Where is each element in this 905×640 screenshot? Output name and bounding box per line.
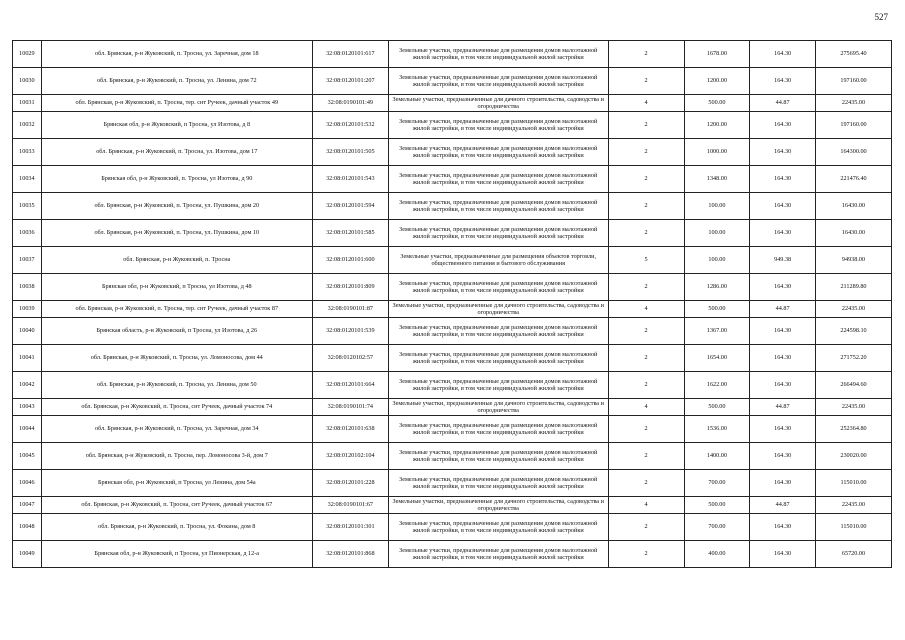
cell-record-id: 10047 <box>13 497 42 514</box>
table-row <box>13 193 892 220</box>
cell-area: 400.00 <box>684 541 750 568</box>
cell-cadastral-value: 221476.40 <box>815 166 891 193</box>
cell-specific-value: 164.30 <box>750 470 816 497</box>
cell-area: 100.00 <box>684 193 750 220</box>
table-row <box>13 247 892 274</box>
cell-address: Брянская обл, р-н Жуковский, п. Тросна, ул Изотова, д 90 <box>41 166 312 193</box>
cell-address: Брянская обл, р-н Жуковский, п Тросна, ул Изотова, д 8 <box>41 112 312 139</box>
cell-specific-value: 44.87 <box>750 399 816 416</box>
table-row <box>13 497 892 514</box>
cell-address: обл. Брянская, р-н Жуковский, п. Тросна, ул. Ленина, дом 50 <box>41 372 312 399</box>
cell-cadastral-number: 32:08:0120102:104 <box>312 443 388 470</box>
table-row <box>13 166 892 193</box>
cell-record-id: 10036 <box>13 220 42 247</box>
cell-cadastral-number: 32:08:0120101:664 <box>312 372 388 399</box>
cell-record-id: 10032 <box>13 112 42 139</box>
cell-address: обл. Брянская, р-н Жуковский, п. Тросна, ул. Заречная, дом 18 <box>41 41 312 68</box>
cell-group: 2 <box>608 220 684 247</box>
cell-address: Брянская обл, р-н Жуковский, п Тросна, ул Ленина, дом 54а <box>41 470 312 497</box>
cell-record-id: 10034 <box>13 166 42 193</box>
cell-group: 2 <box>608 193 684 220</box>
cell-specific-value: 164.30 <box>750 112 816 139</box>
cell-permitted-use: Земельные участки, предназначенные для размещения домов малоэтажной жилой застройки, в том числе индивидуальной жилой застройки <box>388 220 608 247</box>
cell-specific-value: 164.30 <box>750 193 816 220</box>
cell-area: 1348.00 <box>684 166 750 193</box>
cell-permitted-use: Земельные участки, предназначенные для размещения домов малоэтажной жилой застройки, в том числе индивидуальной жилой застройки <box>388 541 608 568</box>
table-row <box>13 112 892 139</box>
cell-group: 2 <box>608 112 684 139</box>
cell-group: 2 <box>608 318 684 345</box>
cell-cadastral-number: 32:08:0190101:74 <box>312 399 388 416</box>
cell-area: 700.00 <box>684 514 750 541</box>
cell-cadastral-number: 32:08:0120101:600 <box>312 247 388 274</box>
table-row <box>13 541 892 568</box>
cell-permitted-use: Земельные участки, предназначенные для размещения домов малоэтажной жилой застройки, в том числе индивидуальной жилой застройки <box>388 345 608 372</box>
cell-address: обл. Брянская, р-н Жуковский, п. Тросна, ул. Ленина, дом 72 <box>41 68 312 95</box>
cell-group: 2 <box>608 274 684 301</box>
cell-address: Брянская область, р-н Жуковский, п Тросна, ул Изотова, д 26 <box>41 318 312 345</box>
cell-cadastral-value: 230020.00 <box>815 443 891 470</box>
cell-specific-value: 164.30 <box>750 416 816 443</box>
cell-address: обл. Брянская, р-н Жуковский, п. Тросна <box>41 247 312 274</box>
cell-cadastral-value: 275695.40 <box>815 41 891 68</box>
cell-address: обл. Брянская, р-н Жуковский, п. Тросна, тер. снт Ручеек, дачный участок 49 <box>41 95 312 112</box>
cell-record-id: 10033 <box>13 139 42 166</box>
cell-address: обл. Брянская, р-н Жуковский, п. Тросна, ул. Пушкина, дом 20 <box>41 193 312 220</box>
cell-area: 1286.00 <box>684 274 750 301</box>
cell-cadastral-value: 211289.80 <box>815 274 891 301</box>
cell-specific-value: 44.87 <box>750 497 816 514</box>
cell-area: 500.00 <box>684 497 750 514</box>
cell-cadastral-number: 32:08:0190101:87 <box>312 301 388 318</box>
cell-cadastral-number: 32:08:0120102:57 <box>312 345 388 372</box>
table-row <box>13 372 892 399</box>
cell-address: обл. Брянская, р-н Жуковский, п. Тросна, снт Ручеек, дачный участок 67 <box>41 497 312 514</box>
cell-area: 1367.00 <box>684 318 750 345</box>
cell-record-id: 10048 <box>13 514 42 541</box>
cell-permitted-use: Земельные участки, предназначенные для размещения домов малоэтажной жилой застройки, в том числе индивидуальной жилой застройки <box>388 166 608 193</box>
cell-cadastral-number: 32:08:0120101:207 <box>312 68 388 95</box>
cell-cadastral-value: 115010.00 <box>815 470 891 497</box>
cell-cadastral-value: 22435.00 <box>815 95 891 112</box>
cell-permitted-use: Земельные участки, предназначенные для размещения домов малоэтажной жилой застройки, в том числе индивидуальной жилой застройки <box>388 41 608 68</box>
cell-specific-value: 164.30 <box>750 514 816 541</box>
cell-group: 5 <box>608 247 684 274</box>
cell-group: 4 <box>608 399 684 416</box>
cell-address: обл. Брянская, р-н Жуковский, п. Тросна, ул. Ломоносова, дом 44 <box>41 345 312 372</box>
cell-cadastral-value: 266494.60 <box>815 372 891 399</box>
cell-address: обл. Брянская, р-н Жуковский, п. Тросна, ул. Заречная, дом 34 <box>41 416 312 443</box>
cell-address: обл. Брянская, р-н Жуковский, п. Тросна, снт Ручеек, дачный участок 74 <box>41 399 312 416</box>
cell-cadastral-number: 32:08:0120101:585 <box>312 220 388 247</box>
cell-permitted-use: Земельные участки, предназначенные для размещения домов малоэтажной жилой застройки, в том числе индивидуальной жилой застройки <box>388 416 608 443</box>
cell-cadastral-number: 32:08:0120101:809 <box>312 274 388 301</box>
table-row <box>13 443 892 470</box>
cell-cadastral-value: 197160.00 <box>815 68 891 95</box>
cell-permitted-use: Земельные участки, предназначенные для дачного строительства, садоводства и огородничества <box>388 95 608 112</box>
cell-address: обл. Брянская, р-н Жуковский, п. Тросна, тер. снт Ручеек, дачный участок 87 <box>41 301 312 318</box>
cell-cadastral-number: 32:08:0120101:228 <box>312 470 388 497</box>
cell-specific-value: 164.30 <box>750 345 816 372</box>
cell-permitted-use: Земельные участки, предназначенные для размещения домов малоэтажной жилой застройки, в том числе индивидуальной жилой застройки <box>388 318 608 345</box>
cell-group: 4 <box>608 497 684 514</box>
cell-cadastral-value: 22435.00 <box>815 399 891 416</box>
cell-cadastral-number: 32:08:0120101:594 <box>312 193 388 220</box>
cell-record-id: 10038 <box>13 274 42 301</box>
cell-record-id: 10040 <box>13 318 42 345</box>
cell-specific-value: 44.87 <box>750 301 816 318</box>
cell-area: 1654.00 <box>684 345 750 372</box>
cell-cadastral-value: 65720.00 <box>815 541 891 568</box>
cell-group: 2 <box>608 68 684 95</box>
cell-permitted-use: Земельные участки, предназначенные для размещения домов малоэтажной жилой застройки, в том числе индивидуальной жилой застройки <box>388 193 608 220</box>
cell-permitted-use: Земельные участки, предназначенные для размещения домов малоэтажной жилой застройки, в том числе индивидуальной жилой застройки <box>388 68 608 95</box>
cell-cadastral-value: 22435.00 <box>815 497 891 514</box>
table-row <box>13 345 892 372</box>
cell-specific-value: 164.30 <box>750 372 816 399</box>
page-number: 527 <box>874 12 888 22</box>
cell-cadastral-value: 252364.80 <box>815 416 891 443</box>
cell-area: 500.00 <box>684 301 750 318</box>
cell-specific-value: 164.30 <box>750 541 816 568</box>
cell-address: обл. Брянская, р-н Жуковский, п. Тросна, ул. Пушкина, дом 10 <box>41 220 312 247</box>
cell-specific-value: 164.30 <box>750 68 816 95</box>
cell-record-id: 10031 <box>13 95 42 112</box>
cell-record-id: 10039 <box>13 301 42 318</box>
table-row <box>13 95 892 112</box>
cell-record-id: 10049 <box>13 541 42 568</box>
cell-address: Брянская обл, р-н Жуковский, п Тросна, ул Изотова, д 48 <box>41 274 312 301</box>
cell-group: 2 <box>608 416 684 443</box>
cell-record-id: 10035 <box>13 193 42 220</box>
cell-area: 1622.00 <box>684 372 750 399</box>
cell-cadastral-value: 94938.00 <box>815 247 891 274</box>
cell-area: 100.00 <box>684 247 750 274</box>
cell-cadastral-number: 32:08:0120101:505 <box>312 139 388 166</box>
cell-permitted-use: Земельные участки, предназначенные для размещения домов малоэтажной жилой застройки, в том числе индивидуальной жилой застройки <box>388 372 608 399</box>
cell-group: 2 <box>608 41 684 68</box>
land-registry-table <box>12 40 892 568</box>
cell-group: 2 <box>608 443 684 470</box>
cell-cadastral-value: 197160.00 <box>815 112 891 139</box>
cell-permitted-use: Земельные участки, предназначенные для размещения объектов торговли, общественного питания и бытового обслуживания <box>388 247 608 274</box>
cell-specific-value: 44.87 <box>750 95 816 112</box>
cell-area: 1536.00 <box>684 416 750 443</box>
table-row <box>13 41 892 68</box>
cell-cadastral-value: 22435.00 <box>815 301 891 318</box>
cell-cadastral-value: 16430.00 <box>815 220 891 247</box>
cell-permitted-use: Земельные участки, предназначенные для размещения домов малоэтажной жилой застройки, в том числе индивидуальной жилой застройки <box>388 139 608 166</box>
table-row <box>13 416 892 443</box>
cell-address: обл. Брянская, р-н Жуковский, п. Тросна, ул. Фокина, дом 8 <box>41 514 312 541</box>
cell-specific-value: 164.30 <box>750 274 816 301</box>
cell-cadastral-value: 115010.00 <box>815 514 891 541</box>
cell-area: 1400.00 <box>684 443 750 470</box>
cell-record-id: 10046 <box>13 470 42 497</box>
cell-area: 1200.00 <box>684 68 750 95</box>
cell-area: 100.00 <box>684 220 750 247</box>
cell-group: 2 <box>608 166 684 193</box>
cell-cadastral-number: 32:08:0120101:539 <box>312 318 388 345</box>
cell-specific-value: 164.30 <box>750 220 816 247</box>
cell-cadastral-value: 224598.10 <box>815 318 891 345</box>
cell-area: 1200.00 <box>684 112 750 139</box>
cell-record-id: 10043 <box>13 399 42 416</box>
cell-address: Брянская обл, р-н Жуковский, п Тросна, ул Пионерская, д 12-а <box>41 541 312 568</box>
cell-area: 500.00 <box>684 399 750 416</box>
cell-cadastral-number: 32:08:0120101:638 <box>312 416 388 443</box>
cell-cadastral-number: 32:08:0120101:301 <box>312 514 388 541</box>
cell-specific-value: 949.38 <box>750 247 816 274</box>
cell-record-id: 10042 <box>13 372 42 399</box>
cell-group: 2 <box>608 514 684 541</box>
cell-permitted-use: Земельные участки, предназначенные для дачного строительства, садоводства и огородничества <box>388 497 608 514</box>
cell-permitted-use: Земельные участки, предназначенные для размещения домов малоэтажной жилой застройки, в том числе индивидуальной жилой застройки <box>388 514 608 541</box>
table-row <box>13 318 892 345</box>
cell-permitted-use: Земельные участки, предназначенные для размещения домов малоэтажной жилой застройки, в том числе индивидуальной жилой застройки <box>388 470 608 497</box>
cell-permitted-use: Земельные участки, предназначенные для размещения домов малоэтажной жилой застройки, в том числе индивидуальной жилой застройки <box>388 443 608 470</box>
cell-group: 2 <box>608 372 684 399</box>
cell-permitted-use: Земельные участки, предназначенные для дачного строительства, садоводства и огородничества <box>388 399 608 416</box>
cell-cadastral-number: 32:08:0120101:543 <box>312 166 388 193</box>
cell-cadastral-value: 16430.00 <box>815 193 891 220</box>
cell-specific-value: 164.30 <box>750 318 816 345</box>
cell-group: 2 <box>608 345 684 372</box>
table-row <box>13 139 892 166</box>
table-row <box>13 220 892 247</box>
cell-permitted-use: Земельные участки, предназначенные для размещения домов малоэтажной жилой застройки, в том числе индивидуальной жилой застройки <box>388 274 608 301</box>
cell-group: 2 <box>608 139 684 166</box>
cell-cadastral-number: 32:08:0190101:49 <box>312 95 388 112</box>
cell-specific-value: 164.30 <box>750 139 816 166</box>
cell-area: 700.00 <box>684 470 750 497</box>
cell-permitted-use: Земельные участки, предназначенные для размещения домов малоэтажной жилой застройки, в том числе индивидуальной жилой застройки <box>388 112 608 139</box>
cell-cadastral-number: 32:08:0190101:67 <box>312 497 388 514</box>
cell-record-id: 10030 <box>13 68 42 95</box>
cell-area: 1000.00 <box>684 139 750 166</box>
cell-cadastral-value: 271752.20 <box>815 345 891 372</box>
cell-address: обл. Брянская, р-н Жуковский, п. Тросна, пер. Ломоносова 3-й, дом 7 <box>41 443 312 470</box>
cell-group: 4 <box>608 95 684 112</box>
cell-cadastral-value: 164300.00 <box>815 139 891 166</box>
cell-specific-value: 164.30 <box>750 41 816 68</box>
table-row <box>13 514 892 541</box>
cell-record-id: 10045 <box>13 443 42 470</box>
cell-record-id: 10037 <box>13 247 42 274</box>
table-row <box>13 399 892 416</box>
cell-permitted-use: Земельные участки, предназначенные для дачного строительства, садоводства и огородничества <box>388 301 608 318</box>
cell-cadastral-number: 32:08:0120101:617 <box>312 41 388 68</box>
cell-group: 4 <box>608 301 684 318</box>
cell-record-id: 10041 <box>13 345 42 372</box>
cell-cadastral-number: 32:08:0120101:532 <box>312 112 388 139</box>
cell-specific-value: 164.30 <box>750 166 816 193</box>
cell-area: 500.00 <box>684 95 750 112</box>
table-row <box>13 301 892 318</box>
cell-group: 2 <box>608 470 684 497</box>
table-row <box>13 470 892 497</box>
table-row <box>13 68 892 95</box>
cell-cadastral-number: 32:08:0120101:868 <box>312 541 388 568</box>
cell-record-id: 10044 <box>13 416 42 443</box>
cell-address: обл. Брянская, р-н Жуковский, п. Тросна, ул. Изотова, дом 17 <box>41 139 312 166</box>
cell-group: 2 <box>608 541 684 568</box>
cell-specific-value: 164.30 <box>750 443 816 470</box>
cell-record-id: 10029 <box>13 41 42 68</box>
table-row <box>13 274 892 301</box>
cell-area: 1678.00 <box>684 41 750 68</box>
